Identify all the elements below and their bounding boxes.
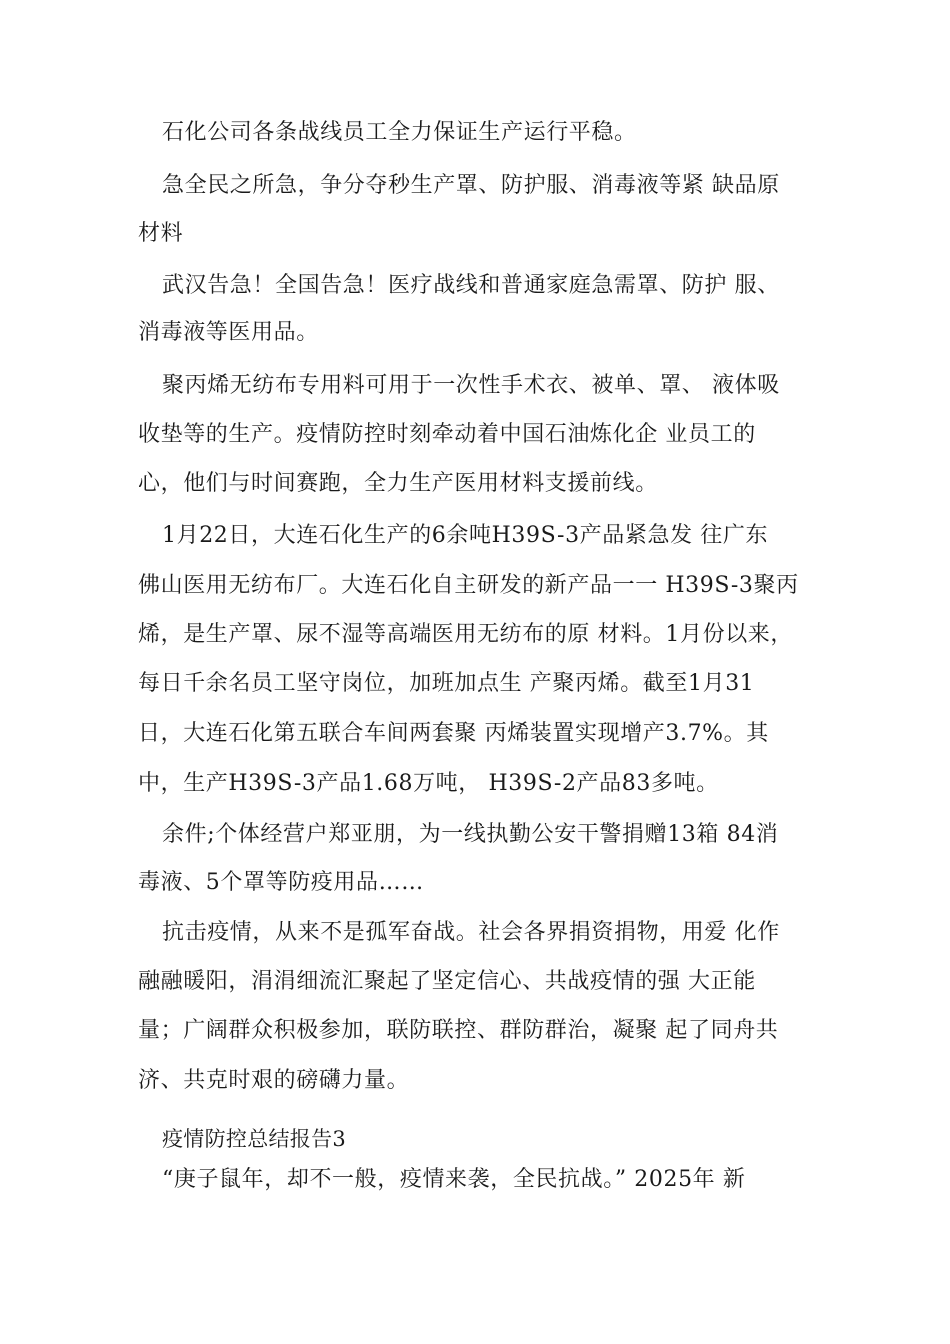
- paragraph-5-line-5: 日，大连石化第五联合车间两套聚 丙烯装置实现增产3.7%。其: [138, 721, 769, 746]
- paragraph-5-line-4: 每日千余名员工坚守岗位，加班加点生 产聚丙烯。截至1月31: [138, 671, 755, 696]
- paragraph-7-line-4: 济、共克时艰的磅礴力量。: [138, 1068, 410, 1093]
- paragraph-7-line-1: 抗击疫情，从来不是孤军奋战。社会各界捐资捐物，用爱 化作: [162, 920, 780, 945]
- paragraph-7-line-3: 量；广阔群众积极参加，联防联控、群防群治，凝聚 起了同舟共: [138, 1018, 779, 1043]
- paragraph-7-line-2: 融融暖阳，涓涓细流汇聚起了坚定信心、共战疫情的强 大正能: [138, 969, 756, 994]
- paragraph-5-line-3: 烯，是生产罩、尿不湿等高端医用无纺布的原 材料。1月份以来，: [138, 622, 793, 647]
- paragraph-6-line-1: 余件;个体经营户郑亚朋，为一线执勤公安干警捐赠13箱 84消: [162, 822, 779, 847]
- paragraph-5-line-1: 1月22日，大连石化生产的6余吨H39S-3产品紧急发 往广东: [162, 523, 769, 548]
- section-title: 疫情防控总结报告3: [162, 1127, 347, 1151]
- paragraph-3-line-1: 武汉告急！全国告急！医疗战线和普通家庭急需罩、防护 服、: [162, 273, 780, 298]
- closing-line: “庚子鼠年，却不一般，疫情来袭，全民抗战。” 2025年 新: [162, 1167, 746, 1192]
- paragraph-4-line-3: 心，他们与时间赛跑，全力生产医用材料支援前线。: [138, 471, 658, 496]
- paragraph-5-line-6: 中，生产H39S-3产品1.68万吨， H39S-2产品83多吨。: [138, 771, 719, 796]
- paragraph-1-line-1: 石化公司各条战线员工全力保证生产运行平稳。: [162, 120, 637, 145]
- paragraph-2-line-2: 材料: [138, 221, 184, 246]
- paragraph-4-line-2: 收垫等的生产。疫情防控时刻牵动着中国石油炼化企 业员工的: [138, 422, 756, 447]
- paragraph-2-line-1: 急全民之所急，争分夺秒生产罩、防护服、消毒液等紧 缺品原: [162, 173, 780, 198]
- paragraph-4-line-1: 聚丙烯无纺布专用料可用于一次性手术衣、被单、罩、 液体吸: [162, 373, 780, 398]
- paragraph-3-line-2: 消毒液等医用品。: [138, 320, 319, 345]
- paragraph-6-line-2: 毒液、5个罩等防疫用品……: [138, 870, 424, 895]
- paragraph-5-line-2: 佛山医用无纺布厂。大连石化自主研发的新产品一一 H39S-3聚丙: [138, 573, 799, 598]
